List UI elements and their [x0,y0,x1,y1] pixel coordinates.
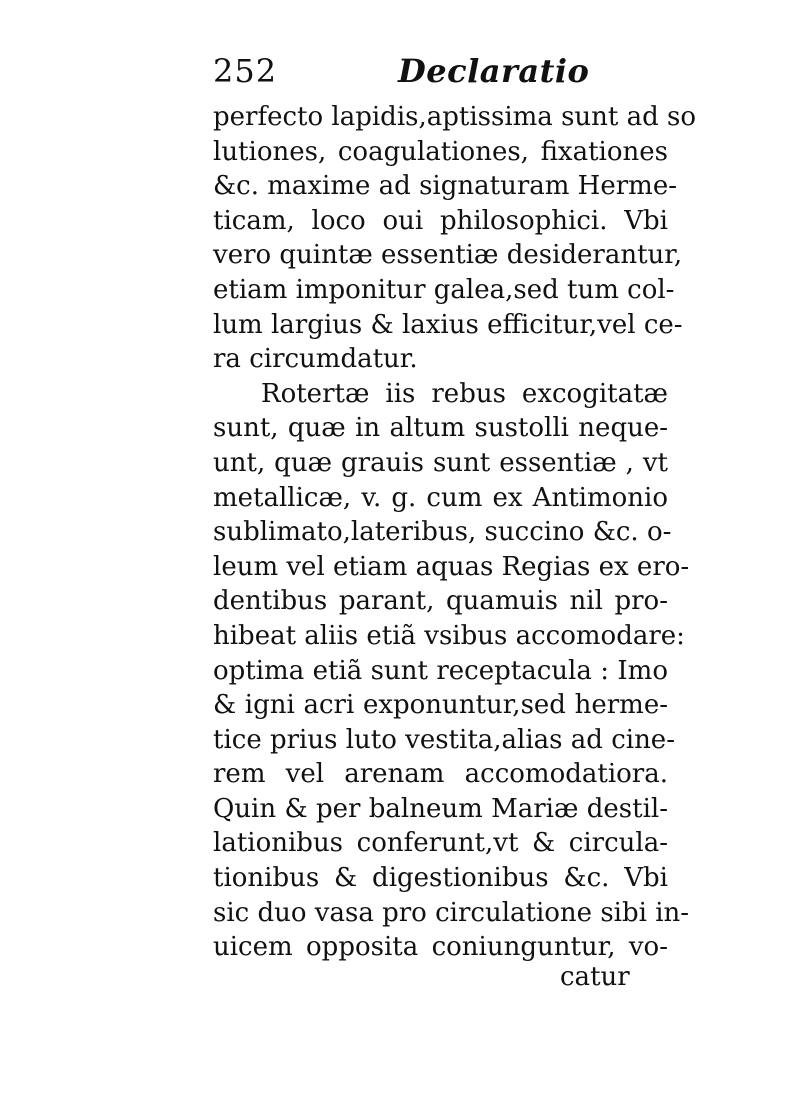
text-line: perfecto lapidis,aptissima sunt ad so [213,102,697,132]
text-line: &c. maxime ad signaturam Herme- [213,171,677,202]
text-line: Quin & per balneum Mariæ destil- [213,793,668,824]
text-line: ra circumdatur. [213,344,418,375]
text-line: lationibus conferunt,vt & circula- [213,828,668,859]
text-line: ticam, loco oui philosophici. Vbi [213,205,668,236]
text-line: rem vel arenam accomodatiora. [213,759,668,790]
text-line: tionibus & digestionibus &c. Vbi [213,863,668,894]
text-line: metallicæ, v. g. cum ex Antimonio [213,482,668,513]
text-line: Rotertæ iis rebus excogitatæ [261,378,668,409]
text-line: optima etiã sunt receptacula : Imo [213,655,668,686]
text-line: & igni acri exponuntur,sed herme- [213,690,668,721]
text-line: tice prius luto vestita,alias ad cine- [213,724,675,755]
text-line: sublimato,lateribus, succino &c. o- [213,517,672,548]
text-line: leum vel etiam aquas Regias ex ero- [213,551,690,582]
text-line: hibeat aliis etiã vsibus accomodare: [213,620,685,651]
text-line: vero quintæ essentiæ desiderantur, [213,240,683,271]
text-line: unt, quæ grauis sunt essentiæ , vt [213,447,668,478]
text-line: lutiones, coagulationes, fixationes [213,136,668,167]
text-line: lum largius & laxius efficitur,vel ce- [213,309,683,340]
running-title: Declaratio [398,52,590,90]
text-line: uicem opposita coniunguntur, vo- [213,932,668,963]
page-number: 252 [213,52,278,90]
catchword: catur [560,962,630,992]
text-line: dentibus parant, quamuis nil pro- [213,586,668,617]
body-text [213,100,697,965]
text-line: sic duo vasa pro circulatione sibi in- [213,897,690,928]
text-line: sunt, quæ in altum sustolli neque- [213,413,668,444]
page-header [213,52,663,92]
text-line: etiam imponitur galea,sed tum col- [213,274,675,305]
